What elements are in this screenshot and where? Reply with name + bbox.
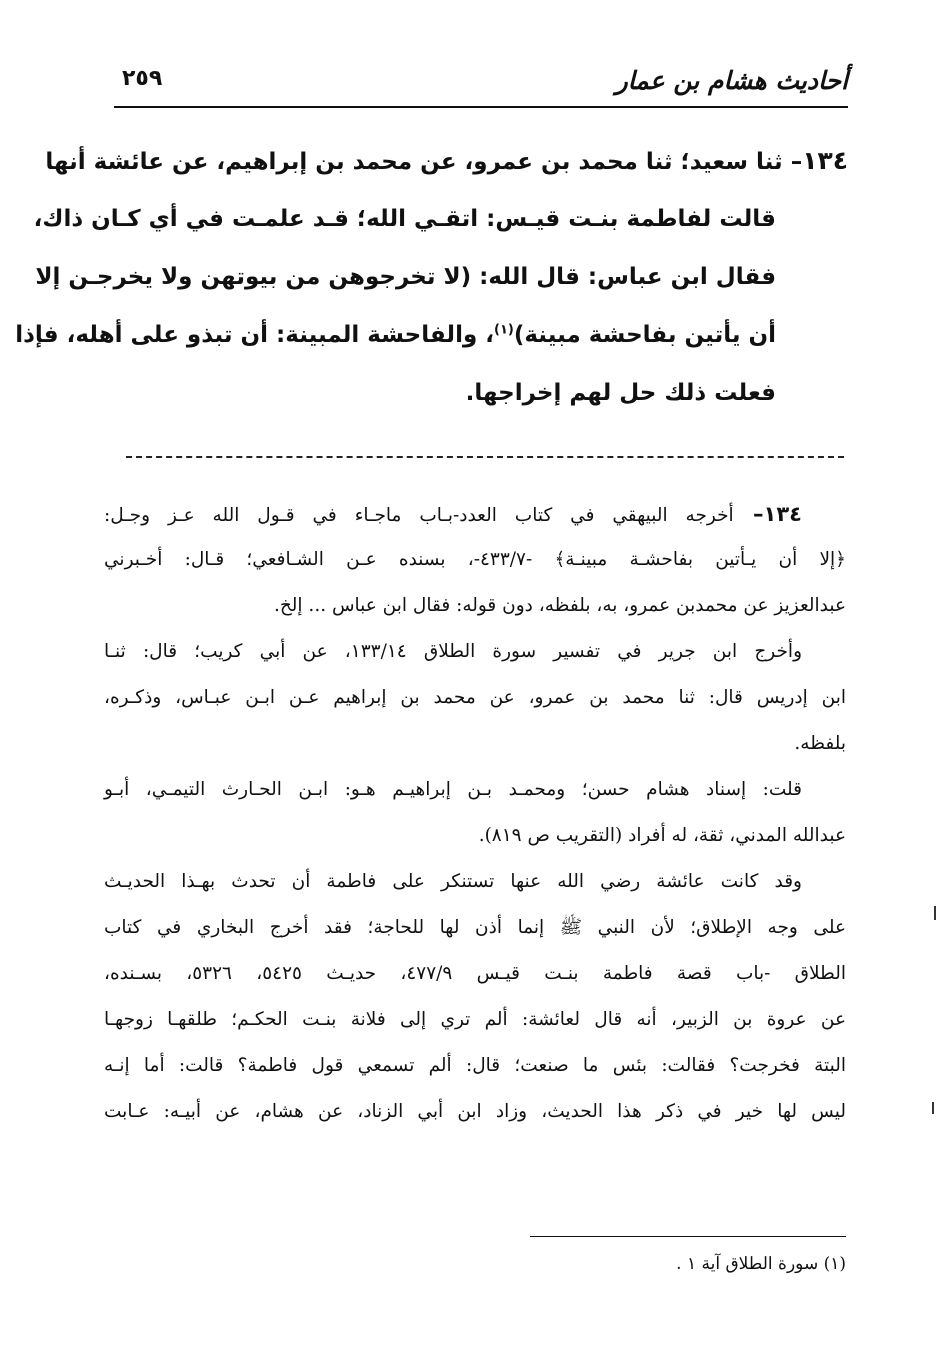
commentary-line-text: ابن إدريس قال: ثنا محمد بن عمرو، عن محمد بن إبراهيم عـن ابـن عبـاس، وذكـره، [104,687,846,708]
commentary-line [104,908,846,954]
commentary-line [104,1000,846,1046]
hadith-line [35,256,848,314]
commentary-line-text: عبدالعزيز عن محمدبن عمرو، به، بلفظه، دون قوله: فقال ابن عباس ... إلخ. [273,595,846,616]
hadith-line [100,372,848,430]
commentary-line [104,540,846,586]
commentary-line [104,724,846,770]
hadith-text [15,140,848,430]
dashed-separator [126,456,844,458]
hadith-line-text: أن يأتين بفاحشة مبينة) [513,322,776,348]
hadith-line [33,198,848,256]
footnote-reference: (١) [494,322,514,338]
commentary-line-text: عبدالله المدني، ثقة، له أفراد (التقريب ص ٨١٩). [478,825,846,846]
commentary-line-text: عن عروة بن الزبير، أنه قال لعائشة: ألم تري إلى فلانة بنـت الحكـم؛ طلقهـا زوجهـا [104,1009,846,1030]
footnote-rule [530,1236,846,1237]
hadith-line-text: ، والفاحشة المبينة: أن تبذو على أهله، فإذا [15,322,494,348]
commentary-line [104,1092,846,1138]
commentary-line-text: وأخرج ابن جرير في تفسير سورة الطلاق ١٣٣/١٤، عن أبي كريب؛ قال: ثنـا [104,641,803,662]
commentary-line [104,632,846,678]
commentary-text [104,494,846,1138]
commentary-line-text: البتة فخرجت؟ فقالت: بئس ما صنعت؛ قال: ألم تسمعي قول فاطمة؟ قالت: أما إنـه [104,1055,846,1076]
commentary-dash: – [733,502,764,526]
page-number: ٢٥٩ [122,66,163,91]
commentary-line-text: أخرجه البيهقي في كتاب العدد-بـاب ماجـاء في قـول الله عـز وجـل: [104,505,734,526]
commentary-line [104,770,846,816]
hadith-dash: – [782,149,803,175]
hadith-line-text: قالت لفاطمة بنـت قيـس: اتقـي الله؛ قـد علمـت في أي كـان ذاك، [33,206,776,232]
commentary-line [104,954,846,1000]
footnote: (١) سورة الطلاق آية ١ . [676,1254,846,1274]
hadith-line-text: فقال ابن عباس: قال الله: (لا تخرجوهن من بيوتهن ولا يخرجـن إلا [35,264,776,290]
running-header [114,62,848,102]
commentary-line [104,678,846,724]
commentary-hadith-number: ١٣٤ [763,502,802,526]
commentary-line [104,586,846,632]
commentary-line-text: وقد كانت عائشة رضي الله عنها تستنكر على فاطمة أن تحدث بهـذا الحديـث [104,871,802,892]
commentary-line-text: بلفظه. [794,733,846,754]
scan-mark [932,1102,934,1114]
commentary-line [104,1046,846,1092]
commentary-line [104,494,846,540]
hadith-line [45,140,848,198]
commentary-line-text: ليس لها خير في ذكر هذا الحديث، وزاد ابن أبي الزناد، عن هشام، عن أبيـه: عـابت [104,1101,846,1122]
commentary-line-text: ﴿إلا أن يـأتين بفاحشـة مبينـة﴾ -٤٣٣/٧-، بسنده عـن الشـافعي؛ قـال: أخـبرني [104,549,846,570]
hadith-line [15,314,848,372]
commentary-line-text: قلت: إسناد هشام حسن؛ ومحمـد بـن إبراهيـم هـو: ابـن الحـارث التيمـي، أبـو [104,779,802,800]
hadith-number: ١٣٤ [802,146,848,175]
scan-mark [934,906,936,920]
commentary-line [104,816,846,862]
commentary-line-text: الطلاق -باب قصة فاطمة بنـت قيـس ٤٧٧/٩، حديـث ٥٤٢٥، ٥٣٢٦، بسـنده، [104,963,846,984]
commentary-line [104,862,846,908]
header-rule [114,106,848,108]
hadith-line-text: ثنا سعيد؛ ثنا محمد بن عمرو، عن محمد بن إبراهيم، عن عائشة أنها [45,149,783,175]
book-title: أحاديث هشام بن عمار [615,66,848,95]
commentary-line-text: على وجه الإطلاق؛ لأن النبي ﷺ إنما أذن لها للحاجة؛ فقد أخرج البخاري في كتاب [104,917,846,938]
hadith-line-text: فعلت ذلك حل لهم إخراجها. [465,380,776,406]
